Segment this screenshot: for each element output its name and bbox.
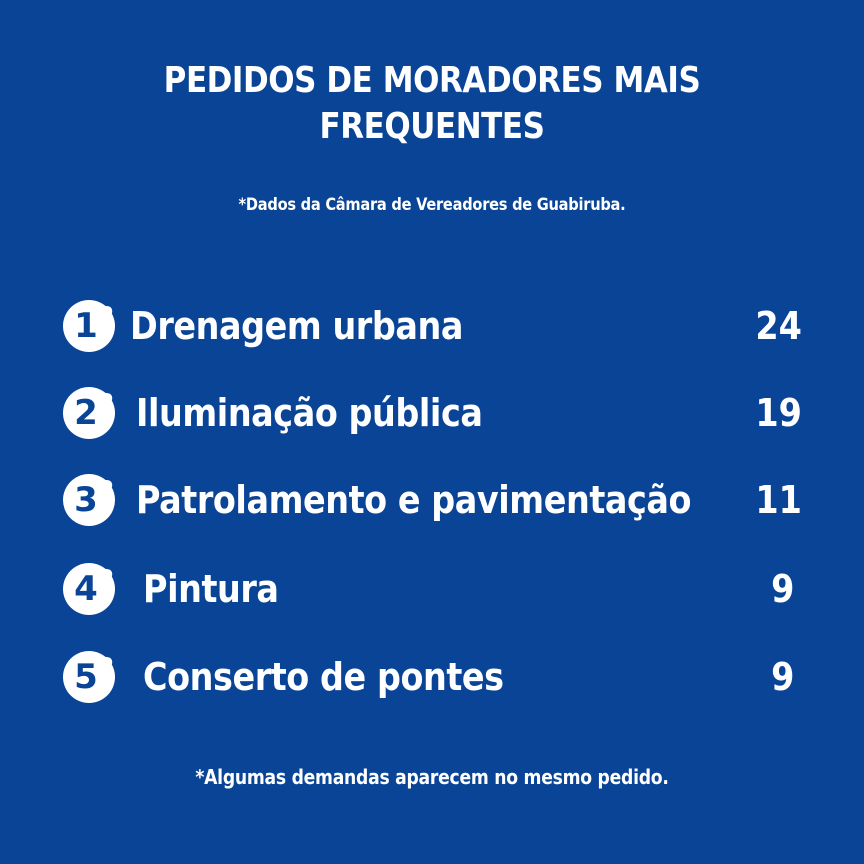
rank-count: 19 <box>755 391 802 435</box>
rank-number: 3 <box>74 480 98 520</box>
ranking-item <box>0 474 864 534</box>
rank-number: 1 <box>74 306 98 346</box>
rank-ordinal: º <box>99 302 114 332</box>
ranking-item <box>0 300 864 360</box>
rank-ordinal: º <box>99 476 114 506</box>
rank-number: 4 <box>74 569 98 609</box>
rank-count: 9 <box>770 655 794 699</box>
rank-label: Pintura <box>143 567 279 611</box>
rank-ordinal: º <box>99 565 114 595</box>
rank-number: 2 <box>74 393 98 433</box>
rank-count: 24 <box>755 304 802 348</box>
rank-label: Conserto de pontes <box>143 655 504 699</box>
source-note: *Dados da Câmara de Vereadores de Guabiruba. <box>238 195 626 215</box>
rank-number: 5 <box>74 657 98 697</box>
rank-count: 9 <box>770 567 794 611</box>
rank-count: 11 <box>755 478 802 522</box>
rank-ordinal: º <box>99 653 114 683</box>
rank-ordinal: º <box>99 389 114 419</box>
ranking-item <box>0 651 864 711</box>
ranking-item <box>0 563 864 623</box>
title-line-2: FREQUENTES <box>319 106 545 147</box>
title-line-1: PEDIDOS DE MORADORES MAIS <box>163 60 701 101</box>
ranking-item <box>0 387 864 447</box>
footnote: *Algumas demandas aparecem no mesmo pedido. <box>195 765 669 789</box>
rank-label: Iluminação pública <box>136 391 483 435</box>
rank-label: Patrolamento e pavimentação <box>136 478 692 522</box>
rank-label: Drenagem urbana <box>130 304 463 348</box>
